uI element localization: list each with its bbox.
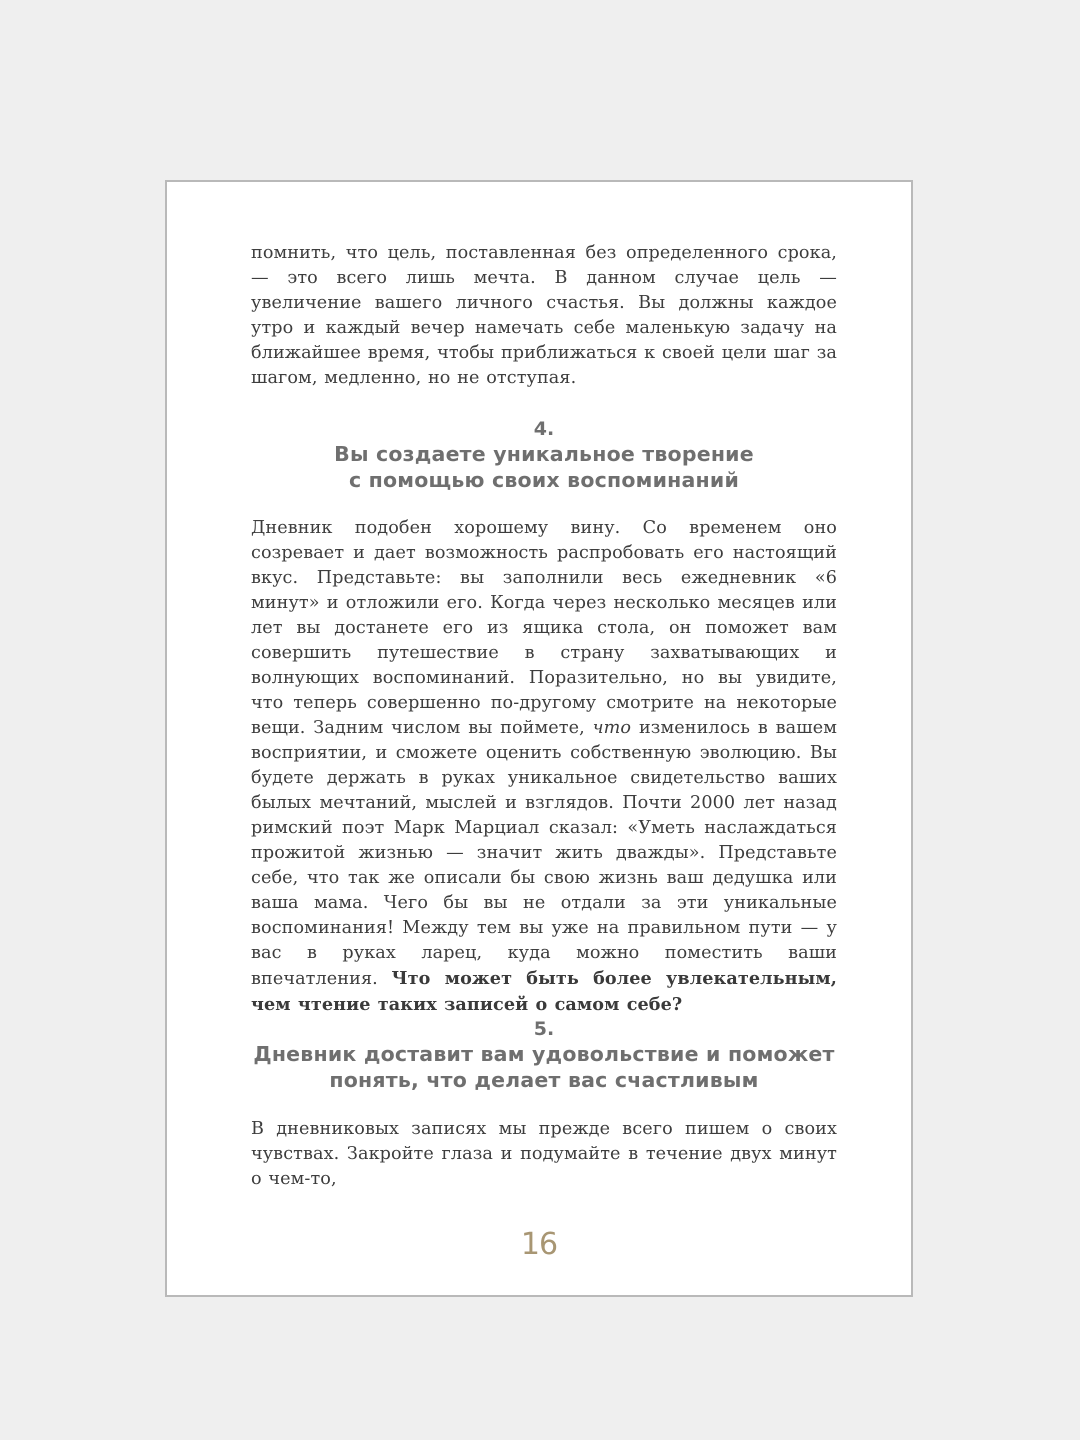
book-page	[165, 180, 913, 1297]
section-5-number: 5.	[533, 1018, 555, 1040]
section-5-heading	[251, 1017, 837, 1093]
page-number: 16	[520, 1227, 558, 1262]
paragraph-section-5: В дневниковых записях мы прежде всего пишем о своих чувствах. Закройте глаза и подумайте в течение двух минут о чем-то,	[251, 1119, 837, 1189]
section-4-title-line-1: Вы создаете уникальное творение	[334, 442, 754, 466]
section-4-number: 4.	[533, 418, 555, 440]
section-5-title-line-2: понять, что делает вас счастливым	[329, 1068, 759, 1092]
section-5-title-line-1: Дневник доставит вам удовольствие и поможет	[253, 1042, 835, 1066]
section-4-heading	[251, 417, 837, 493]
section-4-title-line-2: с помощью своих воспоминаний	[348, 468, 740, 492]
paragraph-intro: помнить, что цель, поставленная без определенного срока, — это всего лишь мечта. В данном случае цель — увеличение вашего личного счастья. Вы должны каждое утро и каждый вечер намечать себе маленькую задачу на ближайшее время, чтобы приближаться к своей цели шаг за шагом, медленно, но не отступая.	[251, 243, 837, 388]
paragraph-section-4-text-b: изменилось в вашем восприятии, и сможете оценить собственную эволюцию. Вы будете держать в руках уникальное свидетельство ваших былых мечтаний, мыслей и взглядов. Почти 2000 лет назад римский поэт Марк Марциал сказал: «Уметь наслаждаться прожитой жизнью — значит жить дважды». Представьте себе, что так же описали бы свою жизнь ваш дедушка или ваша мама. Чего бы вы не отдали за эти уникальные воспоминания! Между тем вы уже на правильном пути — у вас в руках ларец, куда можно поместить ваши впечатления.	[251, 718, 837, 989]
paragraph-section-4-bold: Что может быть более увлекательным, чем чтение таких записей о самом себе?	[251, 968, 837, 1015]
paragraph-section-4-italic: что	[592, 718, 632, 738]
paragraph-section-4-text-a: Дневник подобен хорошему вину. Со временем оно созревает и дает возможность распробовать его настоящий вкус. Представьте: вы заполнили весь ежедневник «6 минут» и отложили его. Когда через несколько месяцев или лет вы достанете его из ящика стола, он поможет вам совершить путешествие в страну захватывающих и волнующих воспоминаний. Поразительно, но вы увидите, что теперь совершенно по-другому смотрите на некоторые вещи. Задним числом вы поймете,	[251, 518, 837, 738]
paragraph-section-4	[251, 516, 837, 1018]
